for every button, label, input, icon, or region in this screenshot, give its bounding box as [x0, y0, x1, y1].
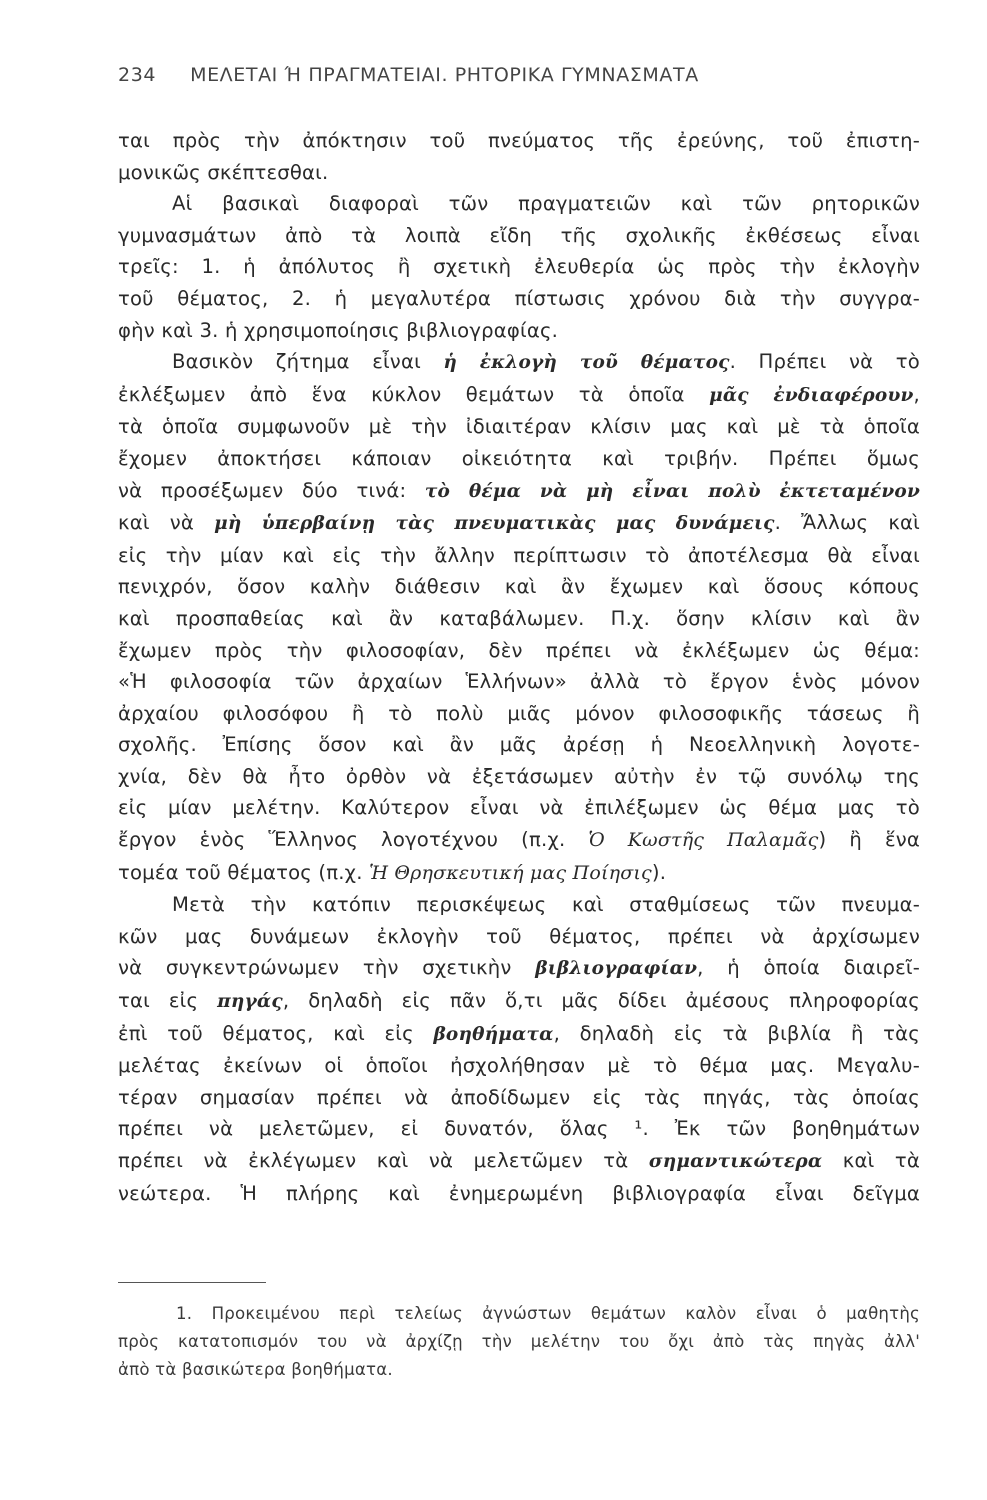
- text-line: καὶ προσπαθείας καὶ ἂν καταβάλωμεν. Π.χ. ὅσην κλίσιν καὶ ἂν: [118, 606, 920, 630]
- text-line: ται εἰς πηγάς, δηλαδὴ εἰς πᾶν ὅ,τι μᾶς δίδει ἀμέσους πληροφορίας: [118, 989, 920, 1013]
- emphasis: τὸ θέμα νὰ μὴ εἶναι πολὺ ἐκτεταμένον: [424, 480, 920, 502]
- text-line: νὰ προσέξωμεν δύο τινά: τὸ θέμα νὰ μὴ εἶναι πολὺ ἐκτεταμένον: [118, 478, 920, 502]
- text-line: ται πρὸς τὴν ἀπόκτησιν τοῦ πνεύματος τῆς ἐρεύνης, τοῦ ἐπιστη-: [118, 129, 920, 152]
- running-header: [118, 64, 938, 86]
- text-line: Βασικὸν ζήτημα εἶναι ἡ ἐκλογὴ τοῦ θέματος. Πρέπει νὰ τὸ: [172, 350, 920, 374]
- text-line: «Ἡ φιλοσοφία τῶν ἀρχαίων Ἑλλήνων» ἀλλὰ τὸ ἔργον ἑνὸς μόνον: [118, 670, 920, 694]
- text-line: κῶν μας δυνάμεων ἐκλογὴν τοῦ θέματος, πρέπει νὰ ἀρχίσωμεν: [118, 924, 920, 948]
- text-line: ἔργον ἑνὸς Ἕλληνος λογοτέχνου (π.χ. Ὁ Κωστῆς Παλαμᾶς) ἢ ἕνα: [118, 828, 920, 852]
- text-line: ἐκλέξωμεν ἀπὸ ἕνα κύκλον θεμάτων τὰ ὁποῖα μᾶς ἐνδιαφέρουν,: [118, 382, 920, 406]
- emphasis: πηγάς: [217, 991, 283, 1013]
- text-line: Αἱ βασικαὶ διαφοραὶ τῶν πραγματειῶν καὶ τῶν ρητορικῶν: [172, 192, 920, 216]
- emphasis: μᾶς ἐνδιαφέρουν: [709, 384, 914, 406]
- text-line: χνία, δὲν θὰ ἦτο ὀρθὸν νὰ ἐξετάσωμεν αὐτὴν ἐν τῷ συνόλῳ της: [118, 764, 920, 788]
- text-line: ἀρχαίου φιλοσόφου ἢ τὸ πολὺ μιᾶς μόνον φιλοσοφικῆς τάσεως ἢ: [118, 701, 920, 725]
- text-line: τομέα τοῦ θέματος (π.χ. Ἡ Θρησκευτική μας Ποίησις).: [118, 860, 667, 884]
- running-title: ΜΕΛΕΤΑΙ Ή ΠΡΑΓΜΑΤΕΙΑΙ. ΡΗΤΟΡΙΚΑ ΓΥΜΝΑΣΜΑΤΑ: [190, 64, 699, 86]
- text-line: ἔχομεν ἀποκτήσει κάποιαν οἰκειότητα καὶ τριβήν. Πρέπει ὅμως: [118, 446, 920, 470]
- text-line: τὰ ὁποῖα συμφωνοῦν μὲ τὴν ἰδιαιτέραν κλίσιν μας καὶ μὲ τὰ ὁποῖα: [118, 415, 920, 439]
- emphasis: ἡ ἐκλογὴ τοῦ θέματος: [443, 352, 730, 374]
- text-line: πενιχρόν, ὅσον καλὴν διάθεσιν καὶ ἂν ἔχωμεν καὶ ὅσους κόπους: [118, 575, 920, 599]
- emphasis: μὴ ὑπερβαίνῃ τὰς πνευματικὰς μας δυνάμεις: [214, 513, 775, 535]
- text-line: Μετὰ τὴν κατόπιν περισκέψεως καὶ σταθμίσεως τῶν πνευμα-: [172, 893, 920, 917]
- footnote: [118, 1300, 920, 1384]
- text-line: πρέπει νὰ ἐκλέγωμεν καὶ νὰ μελετῶμεν τὰ σημαντικώτερα καὶ τὰ: [118, 1149, 920, 1172]
- text-line: σχολῆς. Ἐπίσης ὅσον καὶ ἂν μᾶς ἀρέσῃ ἡ Νεοελληνικὴ λογοτε-: [118, 733, 920, 757]
- text-line: φὴν καὶ 3. ἡ χρησιμοποίησις βιβλιογραφίας.: [118, 318, 559, 342]
- text-line: πρέπει νὰ μελετῶμεν, εἰ δυνατόν, ὅλας ¹. Ἐκ τῶν βοηθημάτων: [118, 1117, 920, 1141]
- emphasis: Ὁ Κωστῆς Παλαμᾶς: [588, 829, 819, 852]
- paragraph: [118, 889, 920, 1209]
- text-line: τοῦ θέματος, 2. ἡ μεγαλυτέρα πίστωσις χρόνου διὰ τὴν συγγρα-: [118, 286, 920, 310]
- emphasis: βοηθήματα: [433, 1023, 554, 1045]
- paragraph: [118, 188, 920, 346]
- main-text: [118, 125, 920, 1209]
- text-line: νὰ συγκεντρώνωμεν τὴν σχετικὴν βιβλιογραφίαν, ἡ ὁποία διαιρεῖ-: [118, 956, 920, 980]
- emphasis: σημαντικώτερα: [648, 1151, 823, 1172]
- paragraph: [118, 125, 920, 188]
- text-line: γυμνασμάτων ἀπὸ τὰ λοιπὰ εἴδη τῆς σχολικῆς ἐκθέσεως εἶναι: [118, 223, 920, 247]
- text-line: τέραν σημασίαν πρέπει νὰ ἀποδίδωμεν εἰς τὰς πηγάς, τὰς ὁποίας: [118, 1085, 920, 1109]
- text-line: εἰς μίαν μελέτην. Καλύτερον εἶναι νὰ ἐπιλέξωμεν ὡς θέμα μας τὸ: [118, 796, 920, 820]
- paragraph: [118, 346, 920, 889]
- text-line: εἰς τὴν μίαν καὶ εἰς τὴν ἄλλην περίπτωσιν τὸ ἀποτέλεσμα θὰ εἶναι: [118, 543, 920, 567]
- text-line: μελέτας ἐκείνων οἱ ὁποῖοι ἠσχολήθησαν μὲ τὸ θέμα μας. Μεγαλυ-: [118, 1054, 920, 1078]
- text-line: καὶ νὰ μὴ ὑπερβαίνῃ τὰς πνευματικὰς μας δυνάμεις. Ἄλλως καὶ: [118, 511, 921, 535]
- footnote-divider: [118, 1282, 266, 1283]
- emphasis: Ἡ Θρησκευτική μας Ποίησις: [369, 861, 652, 884]
- footnote-line: πρὸς κατατοπισμόν του νὰ ἀρχίζῃ τὴν μελέτην του ὄχι ἀπὸ τὰς πηγὰς ἀλλ': [118, 1332, 920, 1351]
- text-line: ἐπὶ τοῦ θέματος, καὶ εἰς βοηθήματα, δηλαδὴ εἰς τὰ βιβλία ἢ τὰς: [118, 1021, 920, 1045]
- emphasis: βιβλιογραφίαν: [535, 958, 698, 980]
- page-number: 234: [118, 64, 157, 86]
- text-line: μονικῶς σκέπτεσθαι.: [118, 160, 329, 184]
- text-line: ἔχωμεν πρὸς τὴν φιλοσοφίαν, δὲν πρέπει νὰ ἐκλέξωμεν ὡς θέμα:: [118, 638, 920, 662]
- footnote-line: ἀπὸ τὰ βασικώτερα βοηθήματα.: [118, 1360, 393, 1379]
- footnote-line: 1. Προκειμένου περὶ τελείως ἀγνώστων θεμάτων καλὸν εἶναι ὁ μαθητὴς: [176, 1304, 920, 1323]
- text-line: τρεῖς: 1. ἡ ἀπόλυτος ἢ σχετικὴ ἐλευθερία ὡς πρὸς τὴν ἐκλογὴν: [118, 255, 920, 279]
- text-line: νεώτερα. Ἡ πλήρης καὶ ἐνημερωμένη βιβλιογραφία εἶναι δεῖγμα: [118, 1181, 920, 1205]
